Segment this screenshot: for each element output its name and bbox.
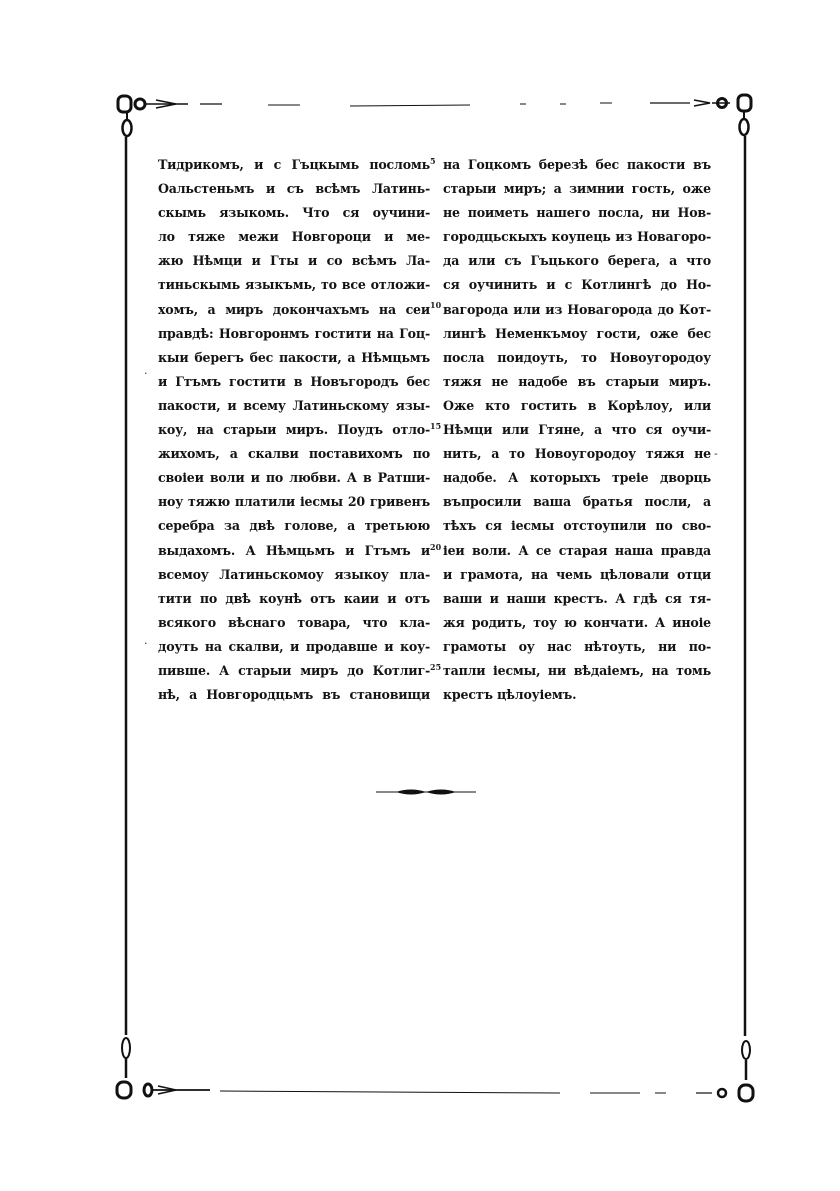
line-number-5: 5 [430,156,436,166]
text-line: грамоты оу нас нѣтоуть, ни по- [443,638,711,654]
tailpiece-ornament [376,785,476,799]
left-text-column [158,153,430,707]
line-number-20: 20 [430,542,442,552]
text-line: коу, на старыи миръ. Поудъ отло- [158,422,430,438]
text-line: да или съ Гъцького берега, а что [443,253,711,269]
text-line: посла поидоуть, то Новоугородоу [443,349,711,365]
text-line: ся оучинить и с Котлингѣ до Но- [443,277,711,293]
text-line: ваши и наши крестъ. А гдѣ ся тя- [443,590,711,606]
text-line: скымь языкомь. Что ся оучини- [158,205,430,221]
text-line: жя родить, тоу ю кончати. А иноіе [443,614,711,630]
margin-mark: · [144,637,148,650]
text-line: кыи берегъ бес пакости, а Нѣмцьмъ [158,349,430,365]
text-line: жю Нѣмци и Гты и со всѣмъ Ла- [158,253,430,269]
text-line: не поиметь нашего посла, ни Нов- [443,205,711,221]
text-line: іеи воли. А се старая наша правда [443,542,711,558]
text-line: и Гтъмъ гостити в Новъгородъ бес [158,373,430,389]
text-line: и грамота, на чемь цѣловали отци [443,566,711,582]
text-line: серебра за двѣ голове, а третьюю [158,518,430,534]
text-line: ноу тяжю платили іесмы 20 гривенъ [158,494,430,510]
line-number-10: 10 [430,300,442,310]
text-line: ло тяже межи Новгороци и ме- [158,229,430,245]
text-line: лингѣ Неменкъмоу гости, оже бес [443,325,711,341]
text-line: хомъ, а миръ докончахъмъ на сеи [158,301,430,317]
text-line: Оже кто гостить в Корѣлоу, или [443,397,711,413]
text-line: своіеи воли и по любви. А в Ратши- [158,470,430,486]
text-line: правдѣ: Новгоронмъ гостити на Гоц- [158,325,430,341]
text-line: на Гоцкомъ березѣ бес пакости въ [443,157,711,172]
line-number-25: 25 [430,662,442,672]
text-line: крестъ цѣлоуіемъ. [443,687,577,703]
line-number-15: 15 [430,421,442,431]
text-line: Тидрикомъ, и с Гъцкымь посломь [158,157,430,172]
text-line: нить, а то Новоугородоу тяжя не [443,446,711,462]
text-line: пивше. А старыи миръ до Котлиг- [158,662,430,678]
text-line: нѣ, а Новгородцьмъ въ становищи [158,687,430,703]
text-line: доуть на скалви, и продавше и коу- [158,638,430,654]
margin-mark: - [714,447,718,460]
text-line: тапли іесмы, ни вѣдаіемъ, на томь [443,662,711,678]
text-line: вагорода или из Новагорода до Кот- [443,301,711,317]
text-line: городцьскыхъ коупець из Новагоро- [443,229,711,245]
text-line: въпросили ваша братья посли, а [443,494,711,510]
margin-mark: · [144,367,148,380]
text-line: Оальстеньмъ и съ всѣмъ Латинь- [158,181,430,197]
text-line: пакости, и всему Латиньскому язы- [158,397,430,413]
right-text-column [443,153,711,707]
text-line: тити по двѣ коунѣ отъ каии и отъ [158,590,430,606]
text-line: тяжя не надобе въ старыи миръ. [443,373,711,389]
text-line: всемоу Латиньскомоу языкоу пла- [158,566,430,582]
text-line: всякого вѣснаго товара, что кла- [158,614,430,630]
text-line: Нѣмци или Гтяне, а что ся оучи- [443,422,711,438]
text-line: тиньскымь языкъмь, то все отложи- [158,277,430,293]
text-line: жихомъ, а скалви поставихомъ по [158,446,430,462]
text-line: выдахомъ. А Нѣмцьмъ и Гтъмъ и [158,542,430,558]
text-line: старыи миръ; а зимнии гость, оже [443,181,711,197]
text-line: надобе. А которыхъ треіе дворць [443,470,711,486]
text-line: тѣхъ ся іесмы отстоупили по сво- [443,518,711,534]
